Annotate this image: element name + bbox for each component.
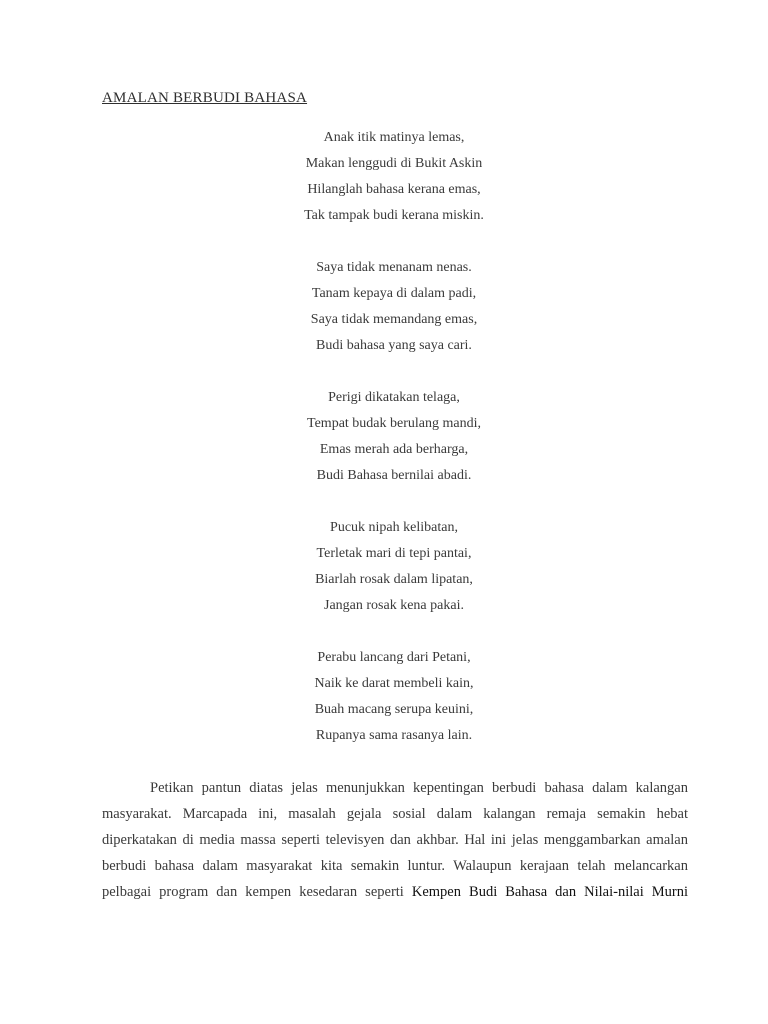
verse-line: Pucuk nipah kelibatan, [330,520,458,535]
paragraph-text: pelbagai program dan kempen kesedaran seperti [102,884,404,900]
document-title: AMALAN BERBUDI BAHASA [102,90,308,106]
stanza-4 [0,515,768,619]
pantun-poem [0,125,768,775]
verse-line: Emas merah ada berharga, [319,442,469,457]
verse-line: Budi Bahasa bernilai abadi. [316,468,472,483]
verse-line: Perigi dikatakan telaga, [328,390,460,405]
verse-line: Naik ke darat membeli kain, [314,676,474,691]
paragraph-line: diperkatakan di media massa seperti televisyen dan akhbar. Hal ini jelas menggambarkan amalan [102,832,688,848]
stanza-2 [0,255,768,359]
verse-line: Rupanya sama rasanya lain. [315,728,473,743]
paragraph-line-last [102,879,688,905]
verse-line: Saya tidak memandang emas, [310,312,478,327]
verse-line: Buah macang serupa keuini, [314,702,474,717]
verse-line: Jangan rosak kena pakai. [324,598,464,613]
verse-line: Hilanglah bahasa kerana emas, [307,182,481,197]
verse-line: Tanam kepaya di dalam padi, [311,286,477,301]
verse-line: Tak tampak budi kerana miskin. [304,208,484,223]
verse-line: Saya tidak menanam nenas. [316,260,472,275]
paragraph-line: masyarakat. Marcapada ini, masalah gejala sosial dalam kalangan remaja semakin hebat [102,806,688,822]
stanza-3 [0,385,768,489]
verse-line: Anak itik matinya lemas, [323,130,465,145]
paragraph-line: Petikan pantun diatas jelas menunjukkan kepentingan berbudi bahasa dalam kalangan [150,780,688,796]
body-paragraph [102,775,688,905]
paragraph-line: berbudi bahasa dalam masyarakat kita semakin luntur. Walaupun kerajaan telah melancarkan [102,858,688,874]
stanza-1 [0,125,768,229]
verse-line: Biarlah rosak dalam lipatan, [315,572,473,587]
verse-line: Makan lenggudi di Bukit Askin [305,156,483,171]
stanza-5 [0,645,768,749]
verse-line: Perabu lancang dari Petani, [317,650,471,665]
verse-line: Tempat budak berulang mandi, [307,416,481,431]
verse-line: Budi bahasa yang saya cari. [316,338,472,353]
campaign-name: Kempen Budi Bahasa dan Nilai-nilai Murni [411,884,688,900]
verse-line: Terletak mari di tepi pantai, [316,546,472,561]
